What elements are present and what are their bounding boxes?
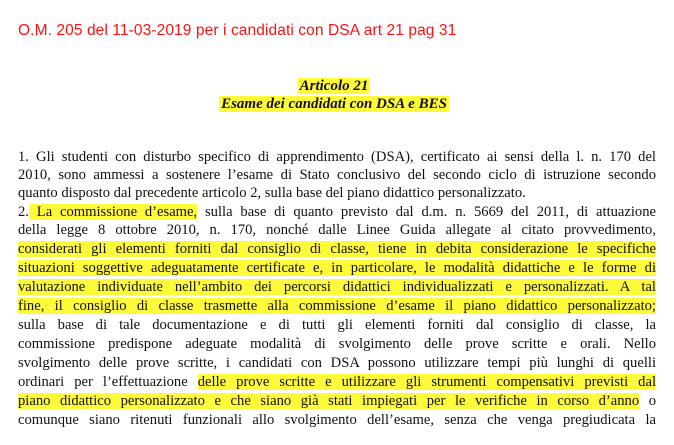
body-line: [18, 298, 656, 315]
body-line: [18, 222, 656, 239]
body-line: [18, 167, 656, 184]
highlighted-text: valutazione individuate nell’ambito dei percorsi didattici individualizzati e personalizzati. A tal: [18, 279, 656, 295]
highlighted-text: situazioni soggettive adeguatamente certificate e, in particolare, le modalità didattiche e le forme di: [18, 260, 656, 276]
highlighted-text: considerati gli elementi forniti dal consiglio di classe, tiene in debita considerazione le specifiche: [18, 241, 656, 257]
text-run: della legge 8 ottobre 2010, n. 170, nonché dalle Linee Guida allegate al citato provvedimento,: [18, 222, 656, 238]
body-line: [18, 393, 656, 410]
highlighted-text: fine, il consiglio di classe trasmette alla commissione d’esame il piano didattico personalizzato;: [18, 298, 656, 314]
article-title-text: Esame dei candidati con DSA e BES: [221, 96, 447, 112]
body-line: [18, 374, 656, 391]
text-run: 2010, sono ammessi a sostenere l’esame di Stato conclusivo del secondo ciclo di istruzione secondo: [18, 167, 656, 183]
body-line: [18, 241, 656, 258]
text-run: 2.: [18, 204, 29, 220]
text-run: sulla base di tale documentazione e di tutti gli elementi forniti dal consiglio di classe, la: [18, 317, 656, 333]
text-run: svolgimento delle prove scritte, i candidati con DSA possono utilizzare tempi più lunghi di quelli: [18, 355, 656, 371]
body-line: [18, 336, 656, 353]
body-line: [18, 412, 656, 429]
body-line: [18, 260, 656, 277]
document-header: O.M. 205 del 11-03-2019 per i candidati con DSA art 21 pag 31: [18, 22, 457, 39]
article-number-text: Articolo 21: [299, 78, 369, 94]
text-run: sulla base di quanto previsto dal d.m. n. 5669 del 2011, di attuazione: [197, 204, 657, 220]
highlighted-text: La commissione d’esame,: [28, 204, 198, 220]
article-number: [0, 78, 671, 95]
text-run: ordinari per l’effettuazione: [18, 374, 198, 390]
article-title: [0, 96, 671, 113]
highlighted-text: piano didattico personalizzato e che siano già stati impiegati per le verifiche in corso d’anno: [18, 393, 640, 409]
highlighted-text: delle prove scritte e utilizzare gli strumenti compensativi previsti dal: [197, 374, 657, 390]
body-line: [18, 204, 656, 221]
body-line: [18, 355, 656, 372]
text-run: o: [639, 393, 656, 409]
text-run: commissione predispone adeguate modalità di svolgimento delle prove scritte e orali. Nello: [18, 336, 656, 352]
text-run: 1. Gli studenti con disturbo specifico di apprendimento (DSA), certificato ai sensi della l. n. 170 del: [18, 149, 656, 165]
text-run: quanto disposto dal precedente articolo 2, sulla base del piano didattico personalizzato.: [18, 185, 526, 201]
body-line: [18, 149, 656, 166]
body-line: [18, 317, 656, 334]
body-line: [18, 279, 656, 296]
body-line: [18, 185, 656, 202]
text-run: comunque siano ritenuti funzionali allo svolgimento dell’esame, senza che venga pregiudicata la: [18, 412, 656, 428]
